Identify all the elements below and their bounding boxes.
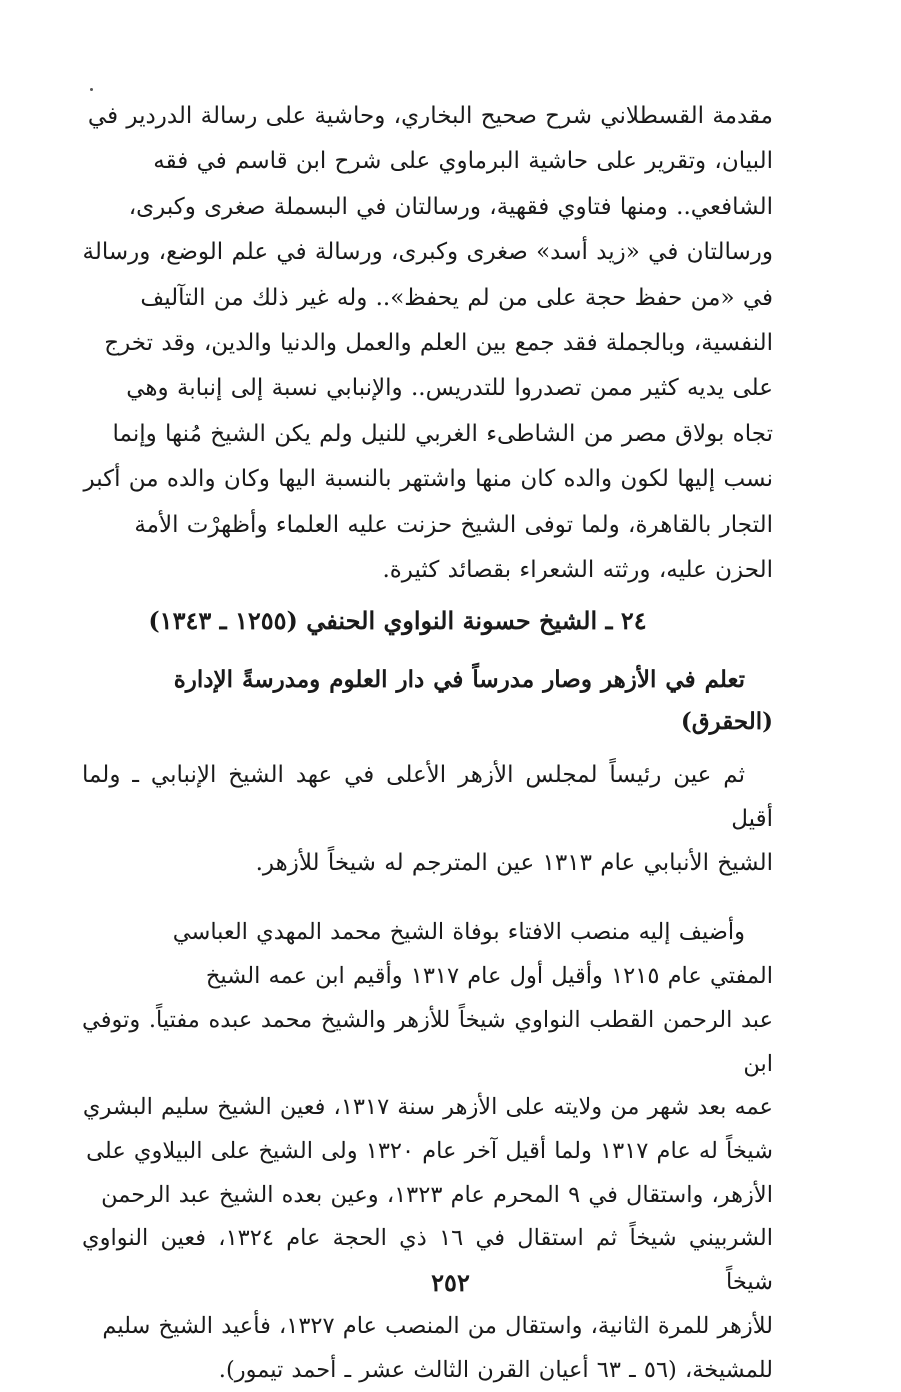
text-line: عمه بعد شهر من ولايته على الأزهر سنة ١٣١٧، فعين الشيخ سليم البشري: [82, 1086, 773, 1130]
paragraph-appointment: [82, 753, 773, 885]
page-number: ٢٥٢: [0, 1268, 901, 1297]
paragraph-education: [82, 659, 773, 743]
paragraph-fatwa: [82, 911, 773, 1392]
text-line: على يديه كثير ممن تصدروا للتدريس.. والإنبابي نسبة إلى إنبابة وهي: [82, 366, 773, 411]
text-line: شيخاً له عام ١٣١٧ ولما أقيل آخر عام ١٣٢٠ ولى الشيخ على البيلاوي على: [82, 1130, 773, 1174]
text-line: للمشيخة، (٥٦ ـ ٦٣ أعيان القرن الثالث عشر ـ أحمد تيمور).: [82, 1349, 773, 1392]
text-line: مقدمة القسطلاني شرح صحيح البخاري، وحاشية على رسالة الدردير في: [82, 94, 773, 139]
text-line: المفتي عام ١٢١٥ وأقيل أول عام ١٣١٧ وأقيم ابن عمه الشيخ: [82, 955, 773, 999]
text-line: في «من حفظ حجة على من لم يحفظ».. وله غير ذلك من التآليف: [82, 276, 773, 321]
text-line: ورسالتان في «زيد أسد» صغرى وكبرى، ورسالة في علم الوضع، ورسالة: [82, 230, 773, 275]
text-line: ثم عين رئيساً لمجلس الأزهر الأعلى في عهد الشيخ الإنبابي ـ ولما أقيل: [82, 753, 773, 841]
text-line: نسب إليها لكون والده كان منها واشتهر بالنسبة اليها وكان والده من أكبر: [82, 457, 773, 502]
text-line: تعلم في الأزهر وصار مدرساً في دار العلوم ومدرسةً الإدارة: [82, 659, 773, 701]
text-line: الحزن عليه، ورثته الشعراء بقصائد كثيرة.: [82, 548, 773, 593]
text-line: للأزهر للمرة الثانية، واستقال من المنصب عام ١٣٢٧، فأعيد الشيخ سليم: [82, 1305, 773, 1349]
section-heading: ٢٤ ـ الشيخ حسونة النواوي الحنفي (١٢٥٥ ـ ١٣٤٣): [82, 601, 773, 641]
text-line: النفسية، وبالجملة فقد جمع بين العلم والعمل والدنيا والدين، وقد تخرج: [82, 321, 773, 366]
print-speck: [90, 88, 93, 91]
text-line: تجاه بولاق مصر من الشاطىء الغربي للنيل ولم يكن الشيخ مُنها وإنما: [82, 412, 773, 457]
text-line: الشربيني شيخاً ثم استقال في ١٦ ذي الحجة عام ١٣٢٤، فعين النواوي شيخاً: [82, 1217, 773, 1304]
text-line: البيان، وتقرير على حاشية البرماوي على شرح ابن قاسم في فقه: [82, 139, 773, 184]
text-line: الأزهر، واستقال في ٩ المحرم عام ١٣٢٣، وعين بعده الشيخ عبد الرحمن: [82, 1174, 773, 1218]
text-line: التجار بالقاهرة، ولما توفى الشيخ حزنت عليه العلماء وأظهرْت الأمة: [82, 503, 773, 548]
text-line: الشافعي.. ومنها فتاوي فقهية، ورسالتان في البسملة صغرى وكبرى،: [82, 185, 773, 230]
text-line: الشيخ الأنبابي عام ١٣١٣ عين المترجم له شيخاً للأزهر.: [82, 841, 773, 885]
text-line: وأضيف إليه منصب الافتاء بوفاة الشيخ محمد المهدي العباسي: [82, 911, 773, 955]
text-line: عبد الرحمن القطب النواوي شيخاً للأزهر والشيخ محمد عبده مفتياً. وتوفي ابن: [82, 999, 773, 1086]
paragraph-continuation: [82, 94, 773, 593]
text-line: (الحقرق): [82, 701, 773, 743]
